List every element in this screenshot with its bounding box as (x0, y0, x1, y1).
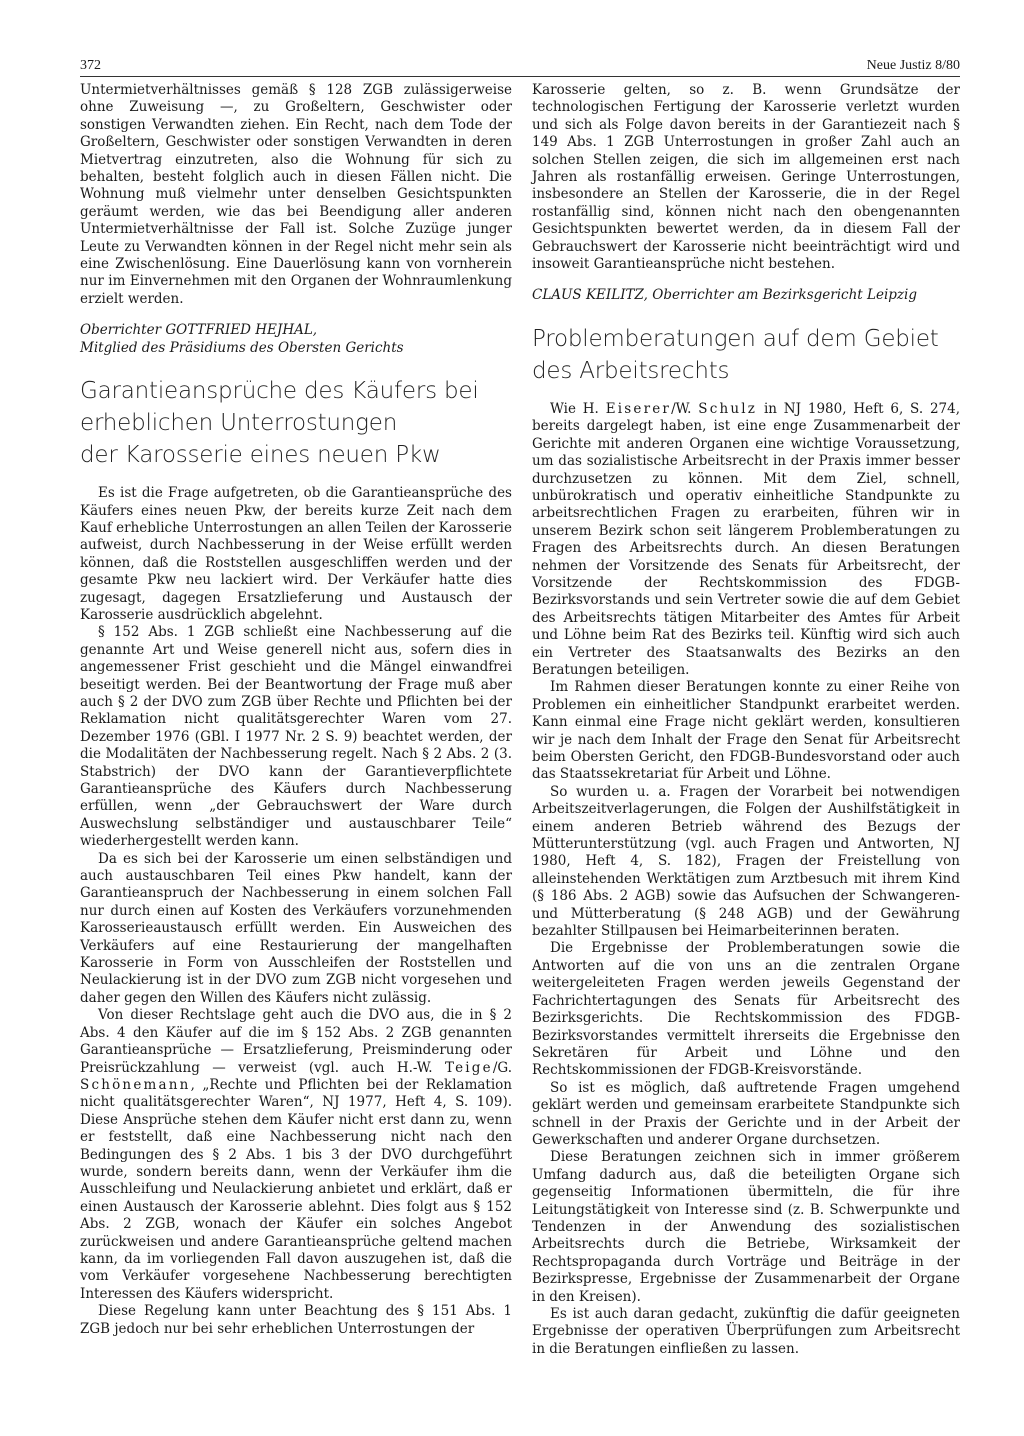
cited-author: Teige (444, 1059, 493, 1076)
heading-line: der Karosserie eines neuen Pkw (80, 442, 441, 469)
journal-issue: Neue Justiz 8/80 (866, 58, 960, 73)
paragraph: Es ist auch daran gedacht, zukünftig die dafür geeigneten Ergebnisse der operativen Überprüfungen zum Arbeitsrecht in die Beratungen einfließen zu lassen. (532, 1306, 960, 1357)
cited-author: Schulz (698, 400, 758, 417)
paragraph: Es ist die Frage aufgetreten, ob die Garantieansprüche des Käufers eines neuen Pkw, der bereits kurze Zeit nach dem Kauf erhebliche Unterrostungen an allen Teilen der Karosserie aufweist, durch Nachbesserung in der Weise erfüllt werden können, daß die Roststellen ausgeschliffen werden und der gesamte Pkw neu lackiert wird. Der Verkäufer hatte dies zugesagt, dagegen Ersatzlieferung und Austausch der Karosserie ausdrücklich abgelehnt. (80, 485, 512, 623)
paragraph: § 152 Abs. 1 ZGB schließt eine Nachbesserung auf die genannte Art und Weise generell nicht aus, sofern dies in angemessener Frist geschieht und die Mängel einwandfrei beseitigt werden. Bei der Beantwortung der Frage muß aber auch § 2 der DVO zum ZGB über Rechte und Pflichten bei der Reklamation nicht qualitätsgerechter Waren vom 27. Dezember 1976 (GBl. I 1977 Nr. 2 S. 9) beachtet werden, der die Modalitäten der Nachbesserung regelt. Nach § 2 Abs. 2 (3. Stabstrich) der DVO kann der Garantieverpflichtete Garantieansprüche des Käufers durch Nachbesserung erfüllen, wenn „der Gebrauchswert der Ware durch Auswechslung selbständiger und austauschbarer Teile“ wiederhergestellt werden kann. (80, 624, 512, 850)
paragraph: Die Ergebnisse der Problemberatungen sowie die Antworten auf die von uns an die zentralen Organe weitergeleiteten Fragen werden jeweils Gegenstand der Fachrichtertagungen des Senats für Arbeitsrecht des Bezirksgerichts. Die Rechtskommission des FDGB-Bezirksvorstandes vermittelt ihrerseits die Ergebnisse den Sekretären für Arbeit und Löhne und den Rechtskommissionen der FDGB-Kreisvorstände. (532, 940, 960, 1079)
heading-line: Problemberatungen auf dem Gebiet (532, 325, 939, 352)
cited-author: Eiserer (605, 400, 672, 417)
text-run: Von dieser Rechtslage geht auch die DVO aus, die in § 2 Abs. 4 den Käufer auf die im § 152 Abs. 2 ZGB genannten Garantieansprüche — Ersatzlieferung, Preisminderung oder Preisrückzahlung — verweist (vgl. auch H.-W. (80, 1007, 512, 1076)
header-rule (80, 76, 960, 77)
signature-line: Mitglied des Präsidiums des Obersten Gerichts (80, 339, 404, 356)
paragraph (80, 1007, 512, 1303)
paragraph: Diese Beratungen zeichnen sich in immer größerem Umfang dadurch aus, daß die beteiligten Organe sich gegenseitig Informationen übermitteln, die für ihre Leitungstätigkeit von Interesse sind (z. B. Schwerpunkte und Tendenzen in der Anwendung des sozialistischen Arbeitsrechts durch die Betriebe, Wirksamkeit der Rechtspropaganda durch Vorträge und Beiträge in der Bezirkspresse, Ergebnisse der Zusammenarbeit der Organe in den Kreisen). (532, 1149, 960, 1305)
text-run: /W. (671, 400, 692, 417)
author-signature (80, 322, 512, 357)
text-run: in NJ 1980, Heft 6, S. 274, bereits dargelegt haben, ist eine enge Zusammenarbeit der Gerichte mit anderen Organen eine wichtige Voraussetzung, um das sozialistische Arbeitsrecht in der Praxis immer besser durchzusetzen zu können. Mit dem Ziel, schnell, unbürokratisch und operativ einheitliche Standpunkte zu arbeitsrechtlichen Fragen zu erarbeiten, führen wir in unserem Bezirk schon seit längerem Problemberatungen zu Fragen des Arbeitsrechts durch. An diesen Beratungen nehmen der Vorsitzende des Senats für Arbeitsrecht, der Vorsitzende der Rechtskommission des FDGB-Bezirksvorstands und sein Vertreter sowie die auf dem Gebiet des Arbeitsrechts tätigen Mitarbeiter des Amtes für Arbeit und Löhne beim Rat des Bezirks teil. Künftig wird sich auch ein Vertreter des Staatsanwalts des Bezirks an den Beratungen beteiligen. (532, 400, 961, 678)
heading-line: Garantieansprüche des Käufers bei (80, 378, 479, 405)
heading-line: erheblichen Unterrostungen (80, 410, 398, 437)
paragraph: Diese Regelung kann unter Beachtung des § 151 Abs. 1 ZGB jedoch nur bei sehr erheblichen Unterrostungen der (80, 1303, 512, 1337)
paragraph: Karosserie gelten, so z. B. wenn Grundsätze der technologischen Fertigung der Karosserie verletzt wurden und sich als Folge davon bereits in der Garantiezeit nach § 149 Abs. 1 ZGB Unterrostungen in großer Zahl auch an solchen Stellen zeigen, die sich im allgemeinen erst nach Jahren als rostanfällig erweisen. Geringe Unterrostungen, insbesondere an Stellen der Karosserie, die in der Regel rostanfällig sind, können nicht nach den obengenannten Gesichtspunkten bewertet werden, da in diesem Fall der Gebrauchswert der Karosserie nicht beeinträchtigt wird und insoweit Garantieansprüche nicht bestehen. (532, 82, 960, 273)
paragraph: So ist es möglich, daß auftretende Fragen umgehend geklärt werden und gemeinsam erarbeitete Standpunkte sich schnell in der Praxis der Gerichte und in der Arbeit der Gewerkschaften und anderer Organe durchsetzen. (532, 1079, 960, 1148)
right-column (532, 82, 960, 1358)
heading-line: des Arbeitsrechts (532, 357, 730, 384)
author-signature: CLAUS KEILITZ, Oberrichter am Bezirksgericht Leipzig (532, 287, 918, 304)
paragraph: Da es sich bei der Karosserie um einen selbständigen und auch austauschbaren Teil eines Pkw handelt, kann der Garantieanspruch der Nachbesserung in einem solchen Fall nur durch einen auf Kosten des Verkäufers vorzunehmenden Karosserieaustausch erfüllt werden. Ein Ausweichen des Verkäufers auf eine Restaurierung der mangelhaften Karosserie in Form von Ausschleifen der Roststellen und Neulackierung ist in der DVO zum ZGB nicht vorgesehen und daher gegen den Willen des Käufers nicht zulässig. (80, 850, 512, 1006)
cited-author: Schönemann (80, 1076, 191, 1093)
signature-line: Oberrichter GOTTFRIED HEJHAL, (80, 322, 318, 339)
paragraph: Im Rahmen dieser Beratungen konnte zu einer Reihe von Problemen ein einheitlicher Standpunkt erarbeitet werden. Kann einmal eine Frage nicht geklärt werden, konsultieren wir je nach dem Inhalt der Frage den Senat für Arbeitsrecht beim Obersten Gericht, den FDGB-Bundesvorstand oder auch das Staatssekretariat für Arbeit und Löhne. (532, 679, 960, 783)
page-number: 372 (80, 58, 101, 73)
text-run: Wie H. (550, 400, 599, 417)
left-column (80, 82, 512, 1338)
article-heading (80, 375, 512, 471)
text-run: /G. (492, 1059, 512, 1076)
paragraph (532, 401, 960, 680)
paragraph: Untermietverhältnisses gemäß § 128 ZGB zulässigerweise ohne Zuweisung —, zu Großeltern, Geschwister oder sonstigen Verwandten ziehen. Ein Recht, nach dem Tode der Großeltern, Geschwister oder sonstigen Verwandten in deren Mietvertrag einzutreten, also die Wohnung für sich zu behalten, besteht folglich auch in diesen Fällen nicht. Die Wohnung muß vielmehr unter denselben Gesichtspunkten geräumt werden, wie das bei Beendigung aller anderen Untermietverhältnisse der Fall ist. Solche Zuzüge junger Leute zu Verwandten können in der Regel nicht mehr sein als eine Zwischenlösung. Eine Dauerlösung kann von vornherein nur im Einvernehmen mit den Organen der Wohnraumlenkung erzielt werden. (80, 82, 512, 307)
paragraph: So wurden u. a. Fragen der Vorarbeit bei notwendigen Arbeitszeitverlagerungen, die Folgen der Aushilfstätigkeit in einem anderen Betrieb während des Bezugs der Mütterunterstützung (vgl. auch Fragen und Antworten, NJ 1980, Heft 4, S. 182), Fragen der Freistellung von alleinstehenden Werktätigen zum Arztbesuch mit ihrem Kind (§ 186 Abs. 2 AGB) sowie das Aufsuchen der Schwangeren- und Mütterberatung (§ 248 AGB) und der Gewährung bezahlter Stillpausen bei Heimarbeiterinnen beraten. (532, 783, 960, 940)
article-heading (532, 323, 960, 387)
text-run: , „Rechte und Pflichten bei der Reklamation nicht qualitätsgerechter Waren“, NJ 1977, Heft 4, S. 109). Diese Ansprüche stehen dem Käufer nicht erst dann zu, wenn er feststellt, daß eine Nachbesserung nicht nach den Bedingungen des § 2 Abs. 1 bis 3 der DVO durchgeführt wurde, sondern bereits dann, wenn der Verkäufer ihm die Ausschleifung und Neulackierung anbietet und erklärt, daß er einen Austausch der Karosserie ablehnt. Dies folgt aus § 152 Abs. 2 ZGB, wonach der Käufer ein solches Angebot zurückweisen und andere Garantieansprüche geltend machen kann, da im vorliegenden Fall davon auszugehen ist, daß die vom Verkäufer vorgesehene Nachbesserung berechtigten Interessen des Käufers widerspricht. (80, 1076, 512, 1302)
